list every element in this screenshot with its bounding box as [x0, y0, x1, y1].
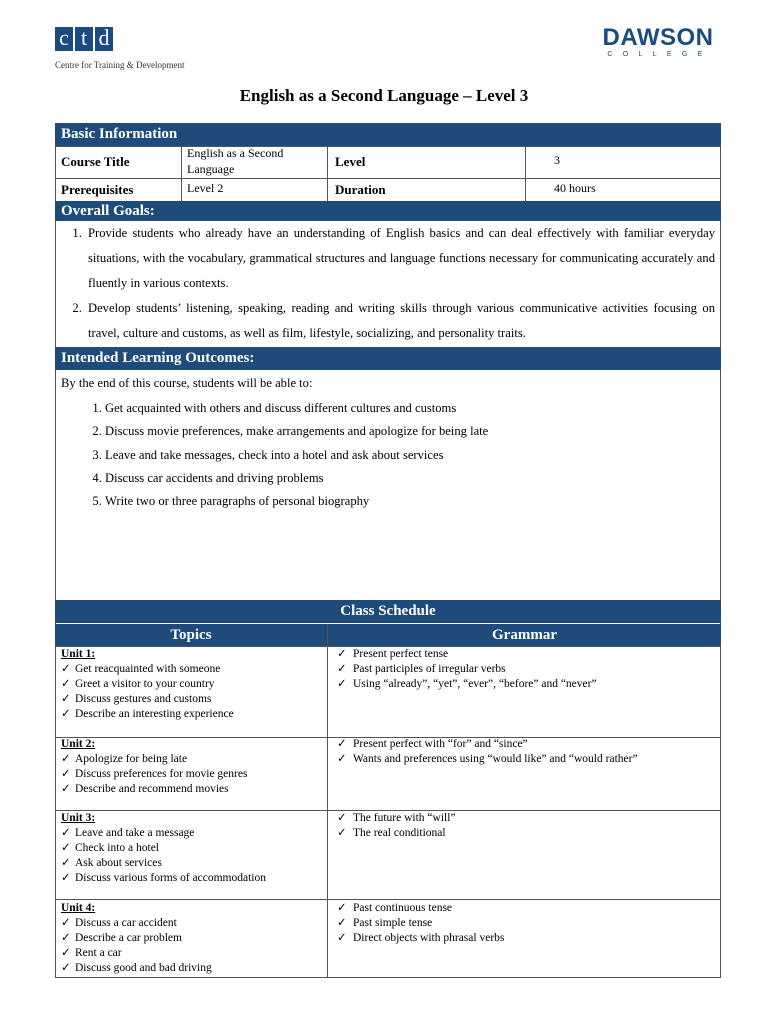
outcome-item: 1. Get acquainted with others and discuss different cultures and customs	[105, 397, 701, 420]
grammar-item: ✓ Using “already”, “yet”, “ever”, “before” and “never”	[337, 678, 597, 690]
topic-item: ✓ Describe an interesting experience	[61, 708, 234, 720]
divider	[55, 899, 721, 900]
check-icon: ✓	[61, 753, 71, 765]
unit-1-topics	[61, 647, 323, 722]
unit-label: Unit 2:	[61, 738, 96, 750]
outcome-item: 3. Leave and take messages, check into a hotel and ask about services	[105, 444, 701, 467]
divider	[55, 146, 721, 147]
divider	[327, 146, 328, 201]
outcome-item: 5. Write two or three paragraphs of personal biography	[105, 490, 701, 513]
level-value: 3	[554, 153, 560, 167]
divider	[327, 624, 328, 978]
topic-item: ✓ Discuss good and bad driving	[61, 962, 212, 974]
course-title-label: Course Title	[61, 154, 130, 169]
duration-value: 40 hours	[554, 181, 596, 195]
unit-4-topics	[61, 901, 323, 976]
grammar-item: ✓ The real conditional	[337, 827, 446, 839]
check-icon: ✓	[337, 827, 347, 839]
overall-goals-list	[61, 221, 715, 346]
check-icon: ✓	[337, 917, 347, 929]
learning-outcomes-intro: By the end of this course, students will be able to:	[61, 376, 313, 390]
topic-item: ✓ Describe a car problem	[61, 932, 182, 944]
level-label: Level	[335, 154, 366, 169]
check-icon: ✓	[61, 947, 71, 959]
document-title: English as a Second Language – Level 3	[239, 86, 529, 105]
topics-column-header: Topics	[55, 624, 327, 646]
ctd-logo	[55, 27, 184, 70]
goal-item: 1. Provide students who already have an understanding of English basics and can deal effectively with familiar everyday situations, with the vocabulary, grammatical structures and language functions necessary for communicating accurately and fluently in various contexts.	[85, 221, 715, 296]
topic-item: ✓ Discuss preferences for movie genres	[61, 768, 248, 780]
topic-item: ✓ Ask about services	[61, 857, 162, 869]
check-icon: ✓	[61, 693, 71, 705]
course-title-value: English as a Second Language	[187, 146, 284, 176]
grammar-item: ✓ Wants and preferences using “would like” and “would rather”	[337, 753, 638, 765]
class-schedule-heading: Class Schedule	[55, 600, 721, 623]
unit-2-topics	[61, 737, 323, 797]
dawson-logo-name: DAWSON	[602, 24, 714, 51]
check-icon: ✓	[337, 902, 347, 914]
ctd-logo-letter-t: t	[75, 27, 93, 51]
unit-label: Unit 4:	[61, 902, 96, 914]
check-icon: ✓	[61, 768, 71, 780]
check-icon: ✓	[337, 753, 347, 765]
check-icon: ✓	[61, 872, 71, 884]
check-icon: ✓	[61, 663, 71, 675]
grammar-item: ✓ Past participles of irregular verbs	[337, 663, 506, 675]
outcome-item: 4. Discuss car accidents and driving problems	[105, 467, 701, 490]
grammar-item: ✓ Past simple tense	[337, 917, 433, 929]
unit-3-topics	[61, 811, 323, 886]
unit-1-grammar	[337, 647, 715, 692]
grammar-item: ✓ Present perfect tense	[337, 648, 449, 660]
prerequisites-value: Level 2	[187, 181, 224, 195]
dawson-college-logo	[600, 25, 716, 59]
unit-2-grammar	[337, 737, 715, 767]
overall-goals-heading: Overall Goals:	[55, 201, 721, 221]
topic-item: ✓ Discuss gestures and customs	[61, 693, 212, 705]
topic-item: ✓ Greet a visitor to your country	[61, 678, 215, 690]
check-icon: ✓	[61, 783, 71, 795]
duration-label: Duration	[335, 182, 386, 197]
unit-4-grammar	[337, 901, 715, 946]
check-icon: ✓	[337, 738, 347, 750]
topic-item: ✓ Describe and recommend movies	[61, 783, 229, 795]
topic-item: ✓ Check into a hotel	[61, 842, 159, 854]
topic-item: ✓ Leave and take a message	[61, 827, 195, 839]
ctd-logo-letter-c: c	[55, 27, 73, 51]
check-icon: ✓	[337, 648, 347, 660]
check-icon: ✓	[61, 962, 71, 974]
topic-item: ✓ Rent a car	[61, 947, 122, 959]
basic-information-heading: Basic Information	[55, 123, 721, 146]
ctd-logo-letter-d: d	[95, 27, 113, 51]
check-icon: ✓	[337, 932, 347, 944]
learning-outcomes-heading: Intended Learning Outcomes:	[55, 347, 721, 370]
outcome-item: 2. Discuss movie preferences, make arrangements and apologize for being late	[105, 420, 701, 443]
check-icon: ✓	[61, 827, 71, 839]
topic-item: ✓ Discuss a car accident	[61, 917, 177, 929]
goal-item: 2. Develop students’ listening, speaking, reading and writing skills through various communicative activities focusing on travel, culture and customs, as well as film, lifestyle, socializing, and personality traits.	[85, 296, 715, 346]
grammar-item: ✓ Direct objects with phrasal verbs	[337, 932, 505, 944]
check-icon: ✓	[337, 663, 347, 675]
check-icon: ✓	[337, 678, 347, 690]
topic-item: ✓ Get reacquainted with someone	[61, 663, 221, 675]
unit-3-grammar	[337, 811, 715, 841]
divider	[525, 146, 526, 201]
check-icon: ✓	[61, 708, 71, 720]
learning-outcomes-list	[61, 397, 701, 513]
check-icon: ✓	[61, 932, 71, 944]
ctd-logo-subtitle: Centre for Training & Development	[55, 60, 185, 70]
dawson-logo-college: COLLEGE	[607, 51, 713, 58]
prerequisites-label: Prerequisites	[61, 182, 134, 197]
topic-item: ✓ Discuss various forms of accommodation	[61, 872, 266, 884]
unit-label: Unit 1:	[61, 648, 96, 660]
divider	[181, 146, 182, 201]
check-icon: ✓	[61, 917, 71, 929]
grammar-item: ✓ Past continuous tense	[337, 902, 453, 914]
check-icon: ✓	[61, 857, 71, 869]
topic-item: ✓ Apologize for being late	[61, 753, 188, 765]
grammar-column-header: Grammar	[328, 624, 721, 646]
grammar-item: ✓ The future with “will”	[337, 812, 456, 824]
unit-label: Unit 3:	[61, 812, 96, 824]
check-icon: ✓	[337, 812, 347, 824]
grammar-item: ✓ Present perfect with “for” and “since”	[337, 738, 528, 750]
check-icon: ✓	[61, 678, 71, 690]
check-icon: ✓	[61, 842, 71, 854]
divider	[55, 178, 721, 179]
